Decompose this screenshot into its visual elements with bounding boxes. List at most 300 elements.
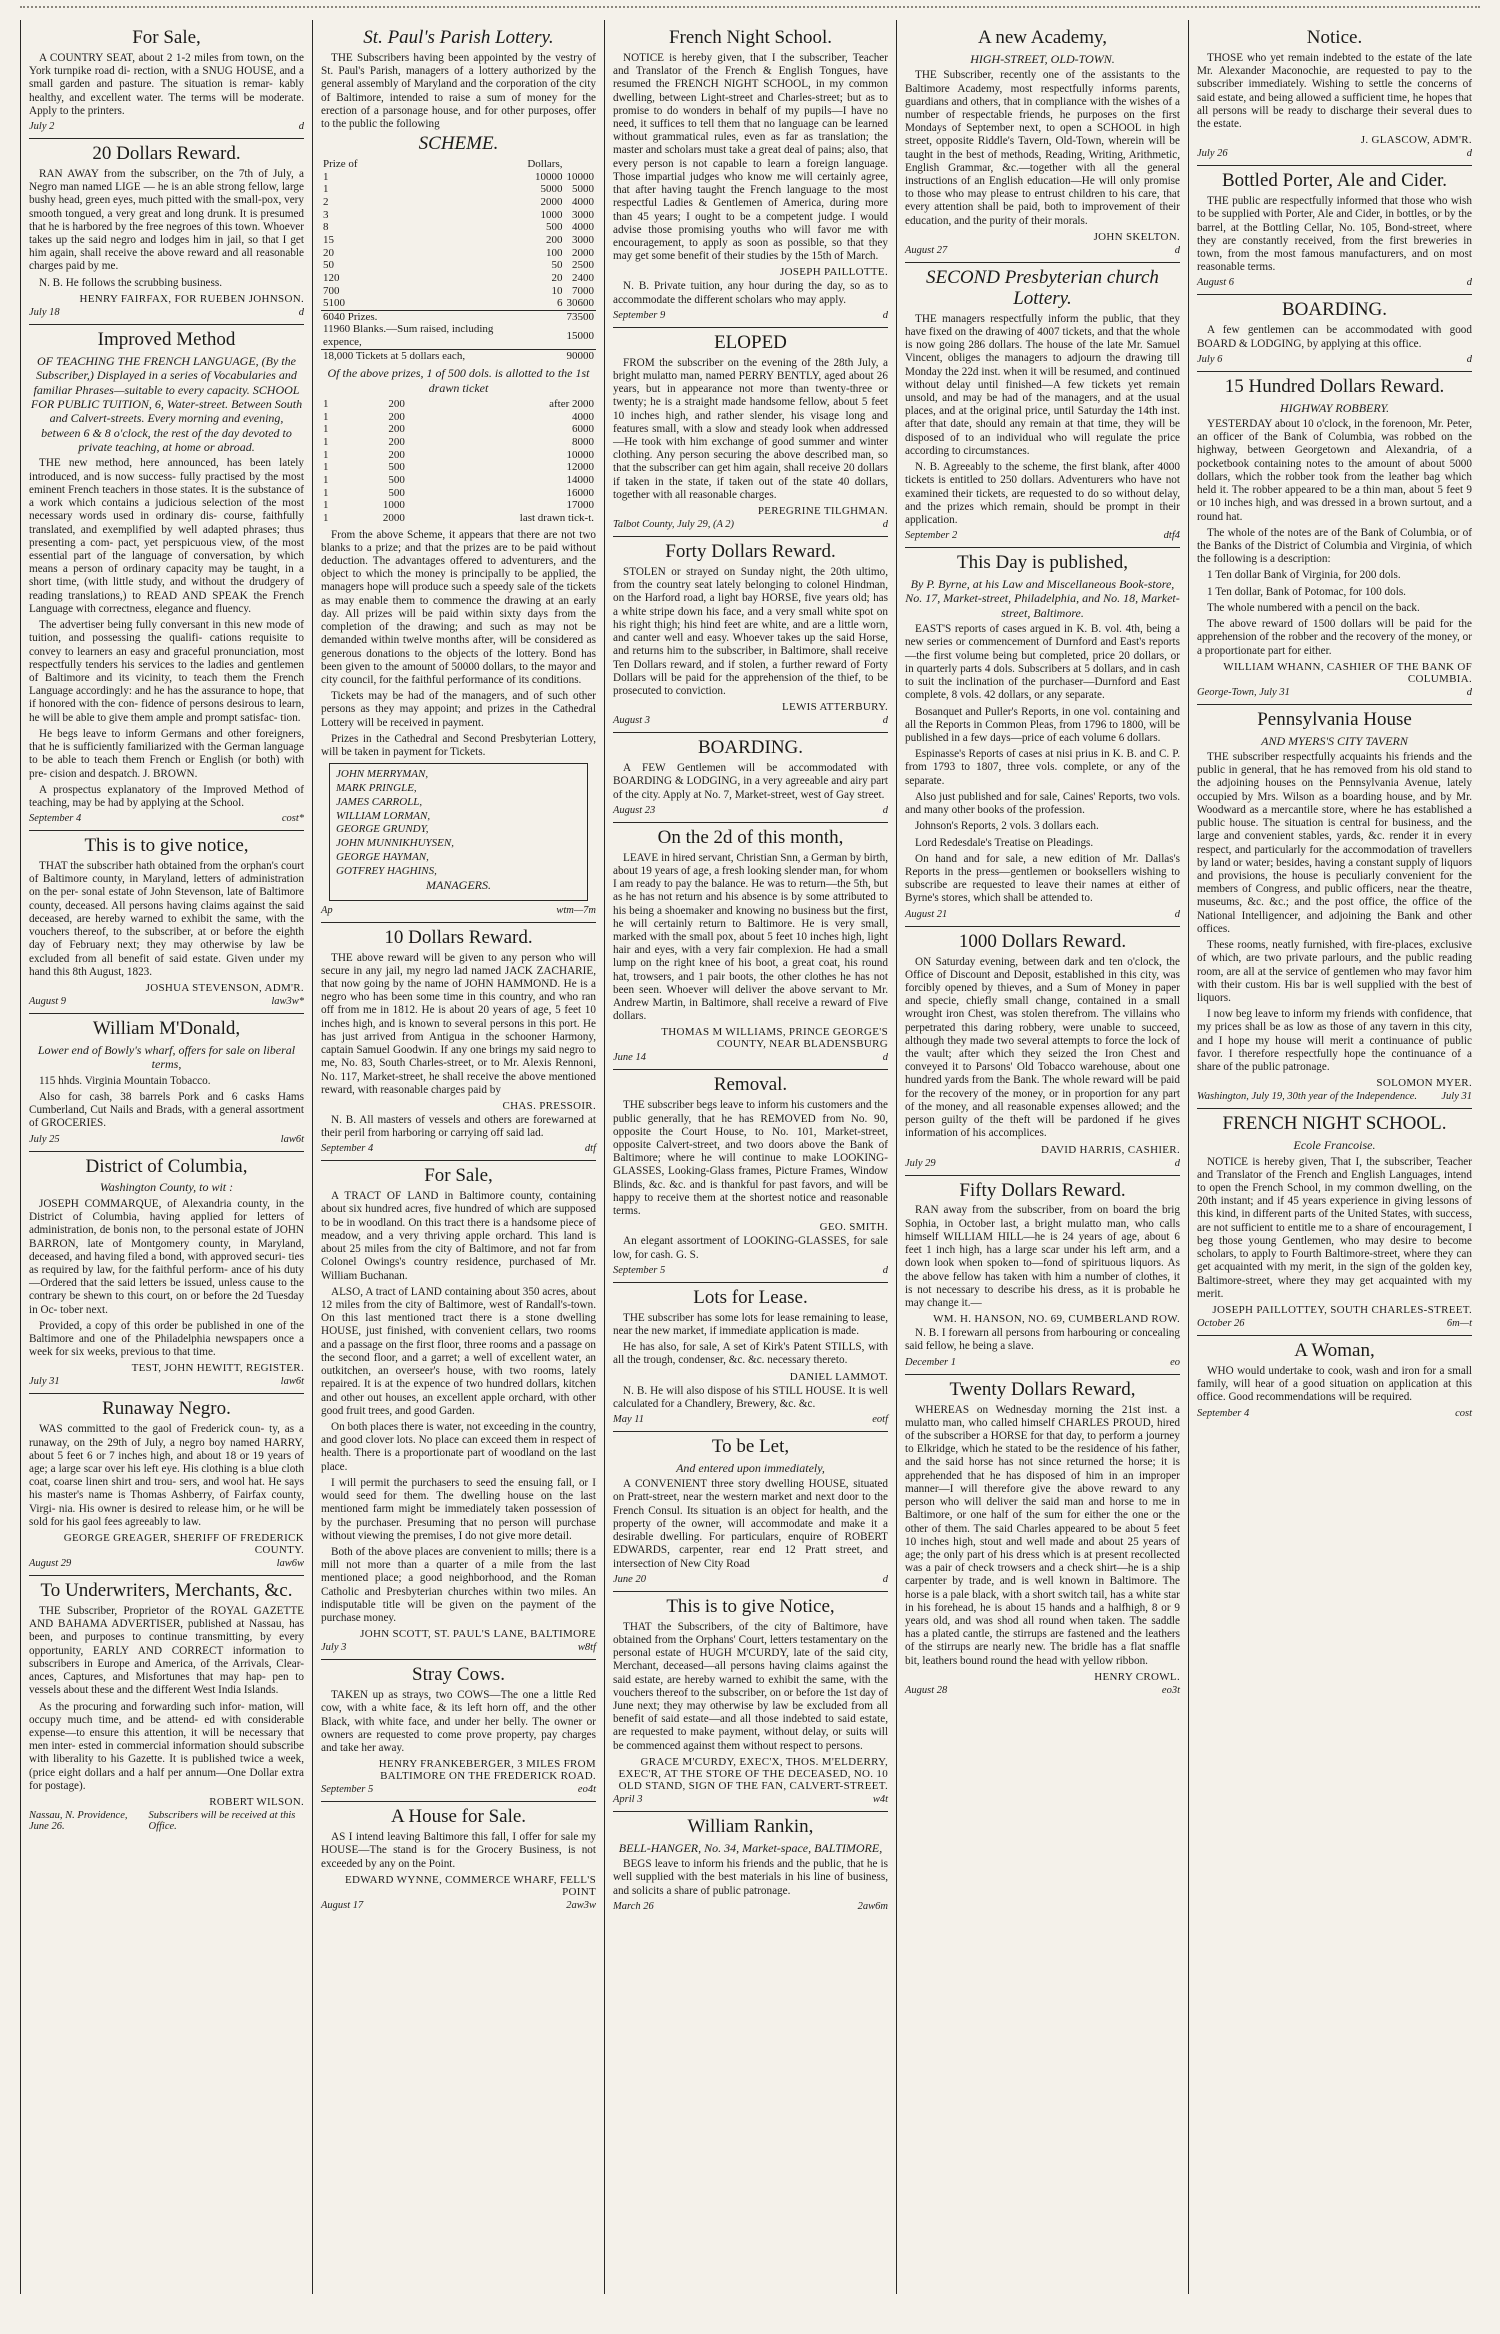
ad-subtitle: BELL-HANGER, No. 34, Market-space, BALTIMORE, bbox=[618, 1840, 883, 1855]
ad-signature: WILLIAM WHANN, CASHIER OF THE BANK OF COLUMBIA. bbox=[1223, 660, 1472, 685]
ad-divider bbox=[29, 1393, 304, 1394]
advertisement bbox=[1197, 171, 1472, 288]
scheme-cell: 1 bbox=[323, 398, 329, 411]
ad-dateline bbox=[29, 121, 304, 132]
ad-title: A Woman, bbox=[1294, 1339, 1375, 1361]
ad-title: Removal. bbox=[713, 1074, 788, 1096]
scheme-cell bbox=[525, 323, 564, 349]
ad-subtitle: Ecole Francoise. bbox=[1293, 1138, 1376, 1153]
ad-date: July 18 bbox=[29, 306, 60, 318]
scheme-cell: 7000 bbox=[572, 284, 594, 297]
ad-paragraph: On both places there is water, not exceeding in the country, and good clover lots. No place can exceed them in respect of health. There is a proportionate part of woodland on the last place. bbox=[321, 1420, 596, 1473]
ad-date: July 6 bbox=[1197, 353, 1223, 365]
ad-date: August 3 bbox=[613, 715, 651, 727]
ad-signature: DANIEL LAMMOT. bbox=[789, 1370, 888, 1383]
scheme-cell: 10000 bbox=[566, 170, 594, 183]
ad-dateline bbox=[321, 1900, 596, 1911]
ad-paragraph: Prizes in the Cathedral and Second Presbyterian Lottery, will be taken in payment for Tickets. bbox=[321, 732, 596, 759]
ad-paragraph: WHEREAS on Wednesday morning the 21st inst. a mulatto man, who called himself CHARLES PROUD, hired of the subscriber a HORSE for that day, to perform a journey to Elkridge, which he stated to be the residence of his father, and the said horse has not since returned the horse; it is apprehended that he has disposed of him in an improper manner—I will therefore give the above reward to any person who will deliver the said man and horse to me in Baltimore, or one half of the sum for either the one or the other of them. The said Charles appeared to be about 5 feet 10 inches high, stout and well made and about 25 years of age; the only part of his dress which is at present recollected was a pair of check trowsers and a check shirt—he is a ship carpenter by trade, and is well known in Baltimore. The horse is a pale black, with a short switch tail, has a white star in his forehead, he is about 15 hands and a halfhigh, 8 or 9 years old, and was shod all round when taken. The saddle has a plated cantle, the stirrups are fastened and the leathers of the stirrups are nearly new. The bridle has a flat snaffle bit, leathers bound round the head with yellow ribbon. bbox=[905, 1403, 1180, 1667]
ad-mark: d bbox=[882, 1264, 888, 1276]
scheme-row bbox=[321, 461, 596, 474]
advertisement bbox=[905, 1380, 1180, 1696]
ad-title: FRENCH NIGHT SCHOOL. bbox=[1222, 1113, 1447, 1135]
ad-signature: HENRY FAIRFAX, FOR RUEBEN JOHNSON. bbox=[79, 292, 304, 305]
manager-name: JAMES CARROLL, bbox=[336, 795, 423, 808]
ad-date: August 17 bbox=[321, 1899, 364, 1911]
scheme-cell: 1 bbox=[323, 410, 329, 423]
scheme-cell: 14000 bbox=[566, 473, 594, 486]
scheme-cell: 200 bbox=[388, 423, 405, 436]
ad-dateline bbox=[321, 1784, 596, 1795]
ad-paragraph: Both of the above places are convenient to mills; there is a mill not more than a quarter of a mile from the last mentioned place; a good neighborhood, and the Roman Catholic and Presbyterian churches within two miles. An indisputable title will be given on the payment of the purchase money. bbox=[321, 1545, 596, 1625]
scheme-cell: 20 bbox=[323, 246, 334, 259]
scheme-allotment-table bbox=[321, 398, 596, 524]
ad-divider bbox=[613, 822, 888, 823]
ad-dateline bbox=[1197, 1318, 1472, 1329]
newspaper-page bbox=[20, 20, 1480, 2294]
scheme-cell: last drawn tick-t. bbox=[519, 511, 594, 524]
ad-title: BOARDING. bbox=[697, 737, 804, 759]
advertisement bbox=[905, 553, 1180, 919]
lottery-scheme-table bbox=[321, 158, 596, 362]
scheme-cell: 50 bbox=[323, 259, 334, 272]
ad-dateline bbox=[1197, 1091, 1472, 1102]
scheme-total-row bbox=[321, 310, 596, 323]
ad-mark: d bbox=[1174, 1157, 1180, 1169]
ad-paragraph: THE public are respectfully informed that those who wish to be supplied with Porter, Ale and Cider, in bottles, or by the barrel, at the Bottling Cellar, No. 105, Bond-street, where they are constantly received, from the first breweries in town, from the most famous manufacturers, and on most reasonable terms. bbox=[1197, 195, 1472, 274]
ad-date: July 3 bbox=[321, 1642, 347, 1654]
ad-title: On the 2d of this month, bbox=[657, 826, 844, 848]
scheme-cell: 3 bbox=[323, 208, 329, 221]
ad-paragraph: THE subscriber has some lots for lease remaining to lease, near the new market, if immediate application is made. bbox=[613, 1311, 888, 1337]
ad-divider bbox=[613, 732, 888, 733]
ad-divider bbox=[905, 1374, 1180, 1375]
ad-divider bbox=[905, 926, 1180, 927]
ad-mark: cost bbox=[1455, 1407, 1472, 1419]
ad-paragraph: The whole of the notes are of the Bank of Columbia, or of the Banks of the District of Columbia and Virginia, of which the following is a description: bbox=[1197, 526, 1472, 566]
ad-dateline bbox=[1197, 1408, 1472, 1419]
ad-divider bbox=[321, 1801, 596, 1802]
scheme-row bbox=[321, 474, 596, 487]
scheme-row bbox=[321, 221, 596, 234]
ad-divider bbox=[1197, 1335, 1472, 1336]
ad-signature: CHAS. PRESSOIR. bbox=[502, 1099, 596, 1112]
scheme-cell: 16000 bbox=[566, 486, 594, 499]
ad-dateline bbox=[613, 805, 888, 816]
ad-divider bbox=[1197, 704, 1472, 705]
scheme-cell: 700 bbox=[323, 284, 340, 297]
ad-mark: July 31 bbox=[1441, 1091, 1472, 1103]
advertisement bbox=[29, 28, 304, 132]
ad-title: Runaway Negro. bbox=[102, 1398, 231, 1420]
scheme-cell: 200 bbox=[388, 410, 405, 423]
ad-title: A new Academy, bbox=[977, 27, 1108, 48]
ad-date: September 4 bbox=[321, 1143, 374, 1155]
scheme-header-cell: Dollars, bbox=[527, 158, 563, 171]
advertisement bbox=[29, 1581, 304, 1832]
scheme-row bbox=[321, 487, 596, 500]
ad-title: St. Paul's Parish Lottery. bbox=[363, 27, 554, 48]
ad-paragraph: I now beg leave to inform my friends with confidence, that my prices shall be as low as those of any tavern in this city, and I hope my house will merit a continuance of public favor. I therefore respectfully hope the continuance of a share of the public patronage. bbox=[1197, 1008, 1472, 1074]
ad-date: August 29 bbox=[29, 1558, 72, 1570]
ad-mark: 2aw6m bbox=[857, 1900, 888, 1912]
scheme-cell: 4000 bbox=[572, 221, 594, 234]
scheme-cell: 2400 bbox=[572, 271, 594, 284]
ad-mark: d bbox=[1466, 148, 1472, 160]
ad-dateline bbox=[905, 1685, 1180, 1696]
ad-signature: J. GLASCOW, ADM'R. bbox=[1360, 134, 1472, 147]
scheme-cell: 11960 Blanks.—Sum raised, including expence, bbox=[323, 323, 494, 349]
ad-subtitle: Lower end of Bowly's wharf, offers for sale on liberal terms, bbox=[37, 1042, 296, 1072]
ad-paragraph: 1 Ten dollar, Bank of Potomac, for 100 dols. bbox=[1207, 585, 1406, 598]
ad-signature: PEREGRINE TILGHMAN. bbox=[757, 505, 888, 518]
ad-mark: 2aw3w bbox=[566, 1899, 596, 1911]
scheme-row bbox=[321, 209, 596, 222]
ad-paragraph: JOSEPH COMMARQUE, of Alexandria county, in the District of Columbia, having applied for letters of administration, de bonis non, to the personal estate of JOHN BARRON, late of Montgomery county, in Maryland, deceased, and having filed a bond, with approved securi- ties as required by law, for the faithful perform- ance of his duty—Ordered that the said letters be issued, unless cause to the contrary be shewn to this court, on or before the 2d Tuesday in Oc- tober next. bbox=[29, 1197, 304, 1316]
scheme-header-cell bbox=[565, 158, 597, 171]
advertisement bbox=[613, 1075, 888, 1275]
ad-paragraph: Johnson's Reports, 2 vols. 3 dollars each. bbox=[915, 820, 1099, 833]
advertisement bbox=[29, 836, 304, 1007]
scheme-cell: 200 bbox=[546, 233, 563, 246]
ad-date: May 11 bbox=[613, 1413, 645, 1425]
scheme-cell: 6040 Prizes. bbox=[321, 310, 525, 323]
ad-paragraph: From the above Scheme, it appears that there are not two blanks to a prize; and that the prizes are to be paid without deduction. The advantages offered to adventurers, and the object to which the money is principally to be applied, the managers hope will produce such a speedy sale of the tickets as may enable them to commence the drawing at an early day. All prizes will be paid within sixty days from the completion of the drawing; and such as may not be demanded within twelve months after, will be considered as generous donations to the objects of the lottery. Bond has been given to the amount of 50000 dollars, to the mayor and city council, for the faithful performance of its conditions. bbox=[321, 528, 596, 686]
scheme-cell: 1000 bbox=[382, 499, 405, 512]
ad-paragraph: A few gentlemen can be accommodated with good BOARD & LODGING, by applying at this office. bbox=[1197, 324, 1472, 350]
scheme-cell: 1000 bbox=[540, 208, 563, 221]
advertisement bbox=[613, 1437, 888, 1585]
ad-title: ELOPED bbox=[714, 331, 787, 353]
advertisement bbox=[613, 1817, 888, 1912]
ad-subtitle: AND MYERS'S CITY TAVERN bbox=[1261, 733, 1408, 748]
ad-date: August 6 bbox=[1197, 277, 1235, 289]
scheme-cell: 10000 bbox=[566, 448, 594, 461]
scheme-cell: 1 bbox=[323, 486, 329, 499]
scheme-cell: 1 bbox=[323, 511, 329, 524]
ad-title: French Night School. bbox=[668, 27, 833, 48]
ad-mark: cost* bbox=[281, 813, 304, 825]
ad-title: 15 Hundred Dollars Reward. bbox=[1224, 375, 1445, 397]
ad-signature: JOSHUA STEVENSON, ADM'R. bbox=[145, 982, 304, 995]
scheme-row bbox=[321, 512, 596, 525]
scheme-row bbox=[321, 196, 596, 209]
ad-dateline bbox=[1197, 687, 1472, 698]
scheme-cell: 2 bbox=[323, 196, 329, 209]
column-3 bbox=[604, 20, 896, 2294]
ad-paragraph: STOLEN or strayed on Sunday night, the 20th ultimo, from the country seat lately belonging to colonel Hindman, on the Harford road, a light bay HORSE, five years old; has a white stripe down his face, and a very small white spot on his right thigh; his hind feet are white, and are a little worn, and canter well and easy. Whoever takes up the said Horse, and returns him to the subscriber, in Baltimore, shall receive Ten Dollars reward, and if stolen, a further reward of Forty Dollars will be paid for the apprehension of the thief, to be prosecuted to conviction. bbox=[613, 566, 888, 697]
ad-mark: dtf4 bbox=[1163, 530, 1180, 542]
ad-paragraph: 1 Ten dollar Bank of Virginia, for 200 dols. bbox=[1207, 569, 1401, 582]
ad-divider bbox=[1197, 1108, 1472, 1109]
scheme-cell: 1 bbox=[323, 473, 329, 486]
scheme-cell: 1 bbox=[323, 170, 329, 183]
advertisement bbox=[613, 28, 888, 321]
ad-paragraph: NOTICE is hereby given, That I, the subscriber, Teacher and Translator of the French and English Languages, intend to open the French School, in my common dwelling, on the 20th instant; and if 45 years experience in giving lessons of this kind, in different parts of the United States, with success, are not sufficient to entitle me to a share of encouragement, I beg those young Gentlemen, who may desire to become scholars, to apply to Fourth Baltimore-street, where they can get acquainted with my merit, in the sign of the golden key, Baltimore-street, where they may get acquainted with my merit. bbox=[1197, 1155, 1472, 1300]
scheme-row bbox=[321, 272, 596, 285]
ad-date: Nassau, N. Providence, June 26. bbox=[29, 1810, 128, 1833]
ad-dateline bbox=[29, 1134, 304, 1145]
ad-signature: EDWARD WYNNE, COMMERCE WHARF, FELL'S POINT bbox=[344, 1873, 596, 1898]
ad-title: Bottled Porter, Ale and Cider. bbox=[1221, 170, 1448, 192]
ad-title: 10 Dollars Reward. bbox=[384, 926, 533, 948]
scheme-cell: 1 bbox=[323, 499, 329, 512]
advertisement bbox=[1197, 1114, 1472, 1329]
ad-signature: GRACE M'CURDY, EXEC'X, THOS. M'ELDERRY, EXEC'R, AT THE STORE OF THE DECEASED, NO. 10 OLD STAND, SIGN OF THE FAN, CALVERT-STREET. bbox=[618, 1755, 888, 1792]
ad-title: Notice. bbox=[1306, 27, 1363, 48]
ad-date: December 1 bbox=[905, 1356, 957, 1368]
scheme-cell: 5000 bbox=[540, 183, 563, 196]
ad-mark: d bbox=[1466, 353, 1472, 365]
scheme-cell: 2000 bbox=[572, 246, 594, 259]
ad-signature: WM. H. HANSON, NO. 69, CUMBERLAND ROW. bbox=[933, 1313, 1180, 1326]
ad-dateline bbox=[29, 1376, 304, 1387]
ad-paragraph: YESTERDAY about 10 o'clock, in the forenoon, Mr. Peter, an officer of the Bank of Columbia, was robbed on the highway, between Georgetown and Alexandria, of a pocketbook containing notes to the amount of about 5000 dollars, which the robber took from the leather bag which held it. The robber appeared to be a thin man, about 5 feet 9 or 10 inches high, and was dressed in a brown surtout, and a round hat. bbox=[1197, 418, 1472, 523]
ad-dateline bbox=[905, 1158, 1180, 1169]
ad-date: April 3 bbox=[613, 1793, 643, 1805]
ad-paragraph: THAT the Subscribers, of the city of Baltimore, have obtained from the Orphans' Court, letters testamentary on the personal estate of HUGH M'CURDY, late of the said city, Merchant, deceased—all persons having claims against the said estate, are hereby warned to exhibit the same, with the vouchers thereof to the subscriber, on or before the 1st day of June next; they may otherwise by law be excluded from all benefit of said estate—and all those indebted to said estate, are requested to make payment, without delay, or suits will be commenced against them without respect to persons. bbox=[613, 1620, 888, 1752]
ad-title: Twenty Dollars Reward, bbox=[949, 1378, 1136, 1400]
manager-name: JOHN MUNNIKHUYSEN, bbox=[336, 837, 454, 849]
ad-signature: ROBERT WILSON. bbox=[209, 1796, 304, 1809]
advertisement bbox=[29, 144, 304, 318]
scheme-total-row bbox=[321, 323, 596, 349]
ad-title: William Rankin, bbox=[687, 1815, 814, 1837]
ad-paragraph: Also for cash, 38 barrels Pork and 6 casks Hams Cumberland, Cut Nails and Brads, with a general assortment of GROCERIES. bbox=[29, 1090, 304, 1130]
manager-name: GOTFREY HAGHINS, bbox=[336, 864, 437, 877]
ad-mark: w8tf bbox=[577, 1642, 596, 1654]
ad-subtitle: HIGHWAY ROBBERY. bbox=[1279, 400, 1390, 415]
ad-divider bbox=[321, 922, 596, 923]
ad-paragraph: He begs leave to inform Germans and other foreigners, that he is sufficiently familiarized with the German language to be able to teach them French or English (or both) with pre- cision and despatch. J. BROWN. bbox=[29, 727, 304, 780]
ad-dateline bbox=[613, 1794, 888, 1805]
ad-paragraph: LEAVE in hired servant, Christian Snn, a German by birth, about 19 years of age, a fresh looking slender man, for whom I am ready to pay the balance. He was to return—the 5th, but as he has not return and his absence is by some attributed to his being a shoemaker and knowing no business but the first, he will certainly return to Baltimore. He is very small, marked with the small pox, about 5 feet 10 inches high, light hair and eyes, with a very fair complexion. He had a small lump on the right knee of his boot, a great coat, his round hat, trowsers, and 1 pair boots, the other clothes he has not been seen. Whoever will deliver the above servant to Mr. Andrew Martin, in Baltimore, shall receive a reward of Five dollars. bbox=[613, 851, 888, 1023]
ad-paragraph: EAST'S reports of cases argued in K. B. vol. 4th, being a new series or commencement of Durnford and East's reports—the first volume being but completed, price 20 dollars, or in quarterly parts 4 dols. Subscribers at 5 dollars, and in cash to suit the inclination of the purchaser—Durnford and East complete, 8 vols. 42 dollars, or any separate. bbox=[905, 623, 1180, 702]
ad-paragraph: THE subscriber respectfully acquaints his friends and the public in general, that he has removed from his old stand to the adjoining houses on the Pennsylvania Avenue, lately occupied by Mrs. Wilson as a boarding house, and by Mr. Woodward as a mercantile store, where he has established a public house. The situation is central for business, and the large and convenient stables, yards, &c. render it in every respect, and particularly for the accommodation of travellers by land or water; besides, having a constant supply of liquors and provisions, the house is peculiarly convenient for the members of Congress, and public officers, near the theatre, museums, &c. &c.; and the post office, the office of the National Intelligencer, and adjoining the Bank and other offices. bbox=[1197, 751, 1472, 935]
advertisement bbox=[321, 1807, 596, 1911]
ad-paragraph: TAKEN up as strays, two COWS—The one a little Red cow, with a white face, & its left horn off, and the other Black, with white face, and under her belly. The owner or owners are requested to come prove property, pay charges and take her away. bbox=[321, 1689, 596, 1755]
ad-paragraph: Bosanquet and Puller's Reports, in one vol. containing and all the Reports in Common Pleas, from 1796 to 1800, will be published in a few days—price of each volume 6 dollars. bbox=[905, 705, 1180, 744]
column-1 bbox=[20, 20, 312, 2294]
ad-paragraph: Provided, a copy of this order be published in one of the Baltimore and one of the Philadelphia newspapers once a week for six weeks, previous to that time. bbox=[29, 1319, 304, 1359]
ad-signature: HENRY CROWL. bbox=[1094, 1670, 1180, 1683]
ad-date: September 4 bbox=[1197, 1407, 1250, 1419]
ad-divider bbox=[29, 1575, 304, 1576]
ad-paragraph: THE Subscriber, Proprietor of the ROYAL GAZETTE AND BAHAMA ADVERTISER, published at Nassau, has been, and purposes to continue transmitting, by every opportunity, EARLY AND CORRECT information to subscribers in Europe and America, of the Arrivals, Clear- ances, Captures, and Misfortunes that may hap- pen to vessels about these and the different West India Islands. bbox=[29, 1605, 304, 1697]
scheme-cell: 500 bbox=[388, 461, 405, 474]
ad-dateline bbox=[321, 905, 596, 916]
ad-paragraph: BEGS leave to inform his friends and the public, that he is well supplied with the best materials in his line of business, and solicits a share of public patronage. bbox=[613, 1858, 888, 1897]
ad-paragraph: THE Subscribers having been appointed by the vestry of St. Paul's Parish, managers of a lottery authorized by the general assembly of Maryland and the corporation of the city of Baltimore, intended to raise a sum of money for the erection of a parsonage house, and for other purposes, offer to the public the following bbox=[321, 51, 596, 130]
scheme-cell: 200 bbox=[388, 398, 405, 411]
ad-paragraph: Tickets may be had of the managers, and of such other persons as they may appoint; and prizes in the Cathedral Lottery will be received in payment. bbox=[321, 690, 596, 729]
ad-mark: eotf bbox=[872, 1413, 888, 1425]
scheme-row bbox=[321, 411, 596, 424]
ad-dateline bbox=[321, 1642, 596, 1653]
scheme-cell: 1 bbox=[323, 183, 329, 196]
ad-dateline bbox=[905, 245, 1180, 256]
column-5 bbox=[1188, 20, 1480, 2294]
scheme-cell: 73500 bbox=[566, 310, 594, 323]
ad-dateline bbox=[905, 1357, 1180, 1368]
ad-mark: law3w* bbox=[271, 996, 304, 1008]
ad-dateline bbox=[613, 1052, 888, 1063]
advertisement bbox=[613, 828, 888, 1064]
scheme-row bbox=[321, 449, 596, 462]
advertisement bbox=[613, 1288, 888, 1425]
ad-signature: JOHN SCOTT, ST. PAUL'S LANE, BALTIMORE bbox=[360, 1628, 596, 1641]
ad-title: William M'Donald, bbox=[92, 1018, 241, 1040]
ad-divider bbox=[29, 324, 304, 325]
ad-divider bbox=[1197, 294, 1472, 295]
ad-mark: Subscribers will be received at this Office. bbox=[148, 1810, 296, 1833]
scheme-cell: 17000 bbox=[566, 499, 594, 512]
ad-paragraph: N. B. Agreeably to the scheme, the first blank, after 4000 tickets is entitled to 250 dollars. Adventurers who have not examined their tickets, are requested to do so without delay, and the prizes which remain, should be prompt in their application. bbox=[905, 461, 1180, 526]
scheme-cell: 3000 bbox=[572, 208, 594, 221]
scheme-cell: 1 bbox=[323, 436, 329, 449]
scheme-cell: 200 bbox=[388, 436, 405, 449]
scheme-cell: 18,000 Tickets at 5 dollars each, bbox=[321, 349, 565, 362]
ad-mark: d bbox=[1174, 908, 1180, 920]
ad-paragraph: He has also, for sale, A set of Kirk's Patent STILLS, with all the trough, condenser, &c. &c. necessary thereto. bbox=[613, 1341, 888, 1367]
ad-paragraph: WHO would undertake to cook, wash and iron for a small family, will hear of a good situation on application at this office. Good recommendations will be required. bbox=[1197, 1364, 1472, 1404]
ad-divider bbox=[1197, 165, 1472, 166]
ad-date: September 4 bbox=[29, 813, 82, 825]
scheme-cell: 2000 bbox=[540, 196, 563, 209]
ad-dateline bbox=[613, 1414, 888, 1425]
ad-mark: d bbox=[1466, 686, 1472, 698]
ad-paragraph: A TRACT OF LAND in Baltimore county, containing about six hundred acres, five hundred of which are supposed to be in woodland. On this tract there is a handsome piece of meadow, and a very thriving apple orchard. This land is about 25 miles from the city of Baltimore, and not far from Colonel Owings's country residence, purchased of Mr. William Buchanan. bbox=[321, 1190, 596, 1282]
ad-mark: w4t bbox=[872, 1793, 888, 1805]
scheme-row bbox=[321, 285, 596, 298]
ad-date: September 5 bbox=[613, 1264, 666, 1276]
ad-paragraph: THAT the subscriber hath obtained from the orphan's court of Baltimore county, in Maryland, letters of administration on the per- sonal estate of John Stevenson, late of Baltimore county, deceased. All persons having claims against the said deceased, are hereby warned to exhibit the same, with the vouchers thereof, to the subscriber, at or before the eighth day of February next; they may otherwise by law be excluded from all benefit of said estate. Given under my hand this 8th August, 1823. bbox=[29, 860, 304, 978]
ad-date: July 2 bbox=[29, 120, 55, 132]
ad-divider bbox=[29, 1151, 304, 1152]
advertisement bbox=[321, 1665, 596, 1795]
scheme-cell: after 2000 bbox=[549, 398, 594, 411]
ad-paragraph: An elegant assortment of LOOKING-GLASSES, for sale low, for cash. G. S. bbox=[613, 1235, 888, 1261]
ad-divider bbox=[613, 1069, 888, 1070]
ad-date: September 5 bbox=[321, 1784, 374, 1796]
ad-mark: dtf bbox=[584, 1143, 596, 1155]
ad-paragraph: The above reward of 1500 dollars will be paid for the apprehension of the robber and the recovery of the money, or a proportionate part for either. bbox=[1197, 618, 1472, 657]
ad-signature: DAVID HARRIS, CASHIER. bbox=[1040, 1143, 1180, 1156]
scheme-cell: 8000 bbox=[572, 436, 594, 449]
scheme-cell: 2500 bbox=[572, 259, 594, 272]
ad-mark: wtm—7m bbox=[556, 904, 596, 916]
ad-date: September 2 bbox=[905, 530, 958, 542]
ad-date: July 25 bbox=[29, 1133, 60, 1145]
ad-title: Forty Dollars Reward. bbox=[665, 541, 836, 563]
ad-divider bbox=[29, 138, 304, 139]
ad-title: To be Let, bbox=[711, 1435, 790, 1457]
ad-title: This Day is published, bbox=[957, 552, 1128, 574]
advertisement bbox=[905, 28, 1180, 256]
ad-date: Washington, July 19, 30th year of the Independence. bbox=[1197, 1091, 1418, 1103]
ad-paragraph: The advertiser being fully conversant in this new mode of tuition, and possessing the qualifi- cations requisite to convey to learners an easy and graceful pronunciation, most respectfully tenders his services to the ladies and gentlemen of Baltimore and its vicinity, to teach them the French Language accordingly: and he has the assurance to hope, that if honored with the con- fidence of persons desirous to learn, he will be able to give them ample and prompt satisfac- tion. bbox=[29, 619, 304, 724]
ad-date: September 9 bbox=[613, 309, 666, 321]
ad-title: For Sale, bbox=[132, 27, 201, 48]
ad-dateline bbox=[29, 996, 304, 1007]
ad-mark: d bbox=[298, 120, 304, 132]
scheme-cell: 3000 bbox=[572, 233, 594, 246]
ad-signature: JOSEPH PAILLOTTEY, SOUTH CHARLES-STREET. bbox=[1212, 1303, 1472, 1316]
advertisement bbox=[29, 330, 304, 824]
ad-dateline bbox=[613, 310, 888, 321]
ad-paragraph: A FEW Gentlemen will be accommodated with BOARDING & LODGING, in a very agreeable and airy part of the city. Apply at No. 7, Market-street, west of Gay street. bbox=[613, 762, 888, 801]
ad-date: Ap bbox=[321, 904, 333, 916]
ad-title: 20 Dollars Reward. bbox=[92, 142, 241, 164]
ad-date: George-Town, July 31 bbox=[1197, 686, 1290, 698]
ad-paragraph: Also just published and for sale, Caines' Reports, two vols. and many other books of the profession. bbox=[905, 790, 1180, 817]
advertisement bbox=[321, 928, 596, 1155]
scheme-cell: 8 bbox=[323, 221, 329, 234]
advertisement bbox=[1197, 1341, 1472, 1419]
scheme-cell: 50 bbox=[551, 259, 563, 272]
managers-label: MANAGERS. bbox=[426, 878, 491, 893]
scheme-row bbox=[321, 423, 596, 436]
scheme-cell: 1 bbox=[323, 461, 329, 474]
ad-divider bbox=[29, 1013, 304, 1014]
ad-dateline bbox=[321, 1143, 596, 1154]
column-2 bbox=[312, 20, 604, 2294]
ad-date: March 26 bbox=[613, 1900, 654, 1912]
scheme-cell: 5000 bbox=[572, 183, 594, 196]
ad-subtitle: Washington County, to wit : bbox=[99, 1180, 234, 1195]
ad-divider bbox=[613, 327, 888, 328]
ad-signature: HENRY FRANKEBERGER, 3 MILES FROM BALTIMORE ON THE FREDERICK ROAD. bbox=[378, 1758, 596, 1783]
ad-signature: GEO. SMITH. bbox=[819, 1221, 888, 1234]
ad-title: Stray Cows. bbox=[412, 1664, 505, 1686]
ad-subtitle: And entered upon immediately, bbox=[676, 1460, 825, 1475]
ad-divider bbox=[321, 1659, 596, 1660]
ad-date: July 29 bbox=[905, 1157, 936, 1169]
scheme-row bbox=[321, 171, 596, 184]
ad-paragraph: THE subscriber begs leave to inform his customers and the public generally, that he has REMOVED from No. 90, opposite the Court House, to No. 101, Market-street, opposite Calvert-street, and two doors above the Bank of Baltimore; where he will continue to make LOOKING-GLASSES, Looking-Glass frames, Picture Frames, Window Blinds, &c. &c. and is thankful for past favors, and will be happy to receive them at the shortest notice and reasonable terms. bbox=[613, 1099, 888, 1218]
advertisement bbox=[29, 1157, 304, 1388]
ad-divider bbox=[905, 547, 1180, 548]
scheme-cell: 10 bbox=[551, 284, 563, 297]
ad-dateline bbox=[613, 715, 888, 726]
ad-title: A House for Sale. bbox=[390, 1806, 527, 1828]
scheme-cell: 90000 bbox=[566, 349, 594, 362]
ad-mark: eo3t bbox=[1161, 1684, 1180, 1696]
scheme-cell: 4000 bbox=[572, 410, 594, 423]
ad-paragraph: A COUNTRY SEAT, about 2 1-2 miles from town, on the York turnpike road di- rection, with a SNUG HOUSE, and a small garden and pasture. The situation is remar- kably healthy, and excellent water. The terms will be moderate. Apply to the printers. bbox=[29, 51, 304, 117]
scheme-cell: 200 bbox=[388, 448, 405, 461]
ad-title: For Sale, bbox=[424, 1165, 493, 1187]
ad-mark: law6t bbox=[280, 1133, 304, 1145]
ad-signature: GEORGE GREAGER, SHERIFF OF FREDERICK COUNTY. bbox=[63, 1532, 304, 1557]
advertisement bbox=[613, 333, 888, 530]
ad-signature: LEWIS ATTERBURY. bbox=[781, 701, 888, 714]
scheme-cell: 15 bbox=[323, 233, 334, 246]
ad-dateline bbox=[905, 530, 1180, 541]
advertisement bbox=[905, 1181, 1180, 1368]
scheme-row bbox=[321, 499, 596, 512]
scheme-cell: 2000 bbox=[382, 511, 405, 524]
ad-mark: law6w bbox=[276, 1558, 304, 1570]
ad-dateline bbox=[29, 1558, 304, 1569]
ad-title: BOARDING. bbox=[1281, 299, 1388, 321]
ad-paragraph: 115 hhds. Virginia Mountain Tobacco. bbox=[39, 1074, 211, 1087]
scheme-row bbox=[321, 234, 596, 247]
ad-date: October 26 bbox=[1197, 1317, 1245, 1329]
scheme-cell: 20 bbox=[551, 271, 563, 284]
scheme-cell: 120 bbox=[323, 271, 340, 284]
scheme-cell: 1 bbox=[323, 423, 329, 436]
